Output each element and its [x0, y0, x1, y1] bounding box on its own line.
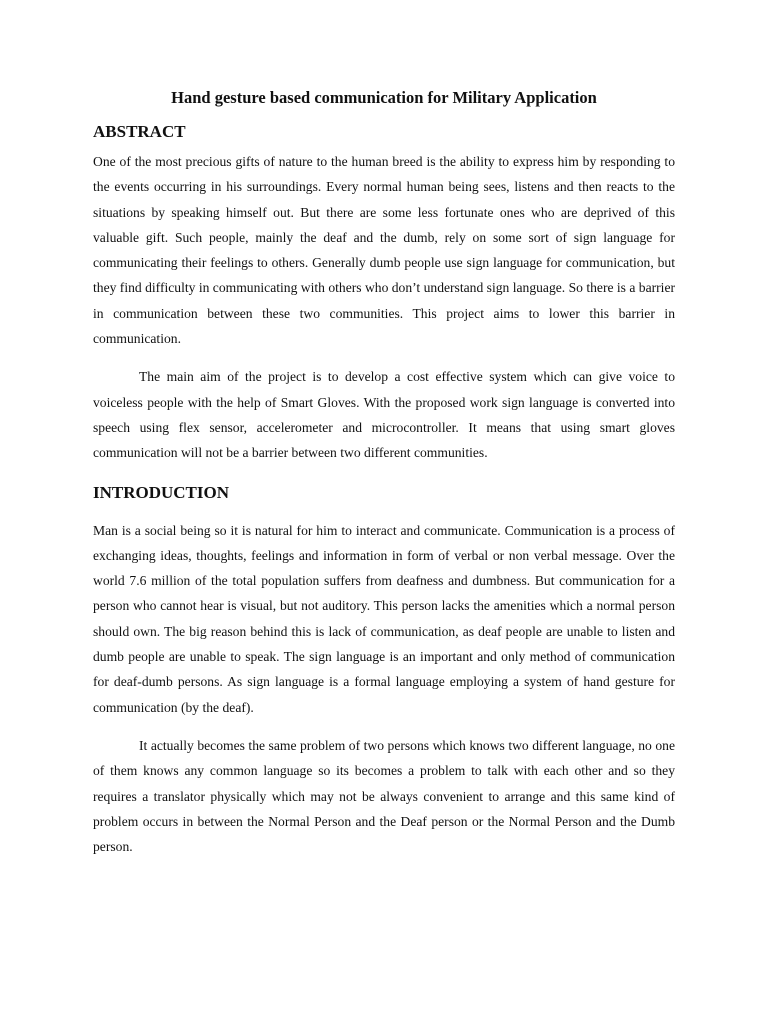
abstract-paragraph: One of the most precious gifts of nature to the human breed is the ability to express him by responding to the events occurring in his surroundings. Every normal human being sees, listens and then reacts to the situations by speaking himself out. But there are some less fortunate ones who are deprived of this valuable gift. Such people, mainly the deaf and the dumb, rely on some sort of sign language for communicating their feelings to others. Generally dumb people use sign language for communication, but they find difficulty in communicating with others who don’t understand sign language. So there is a barrier in communication between these two communities. This project aims to lower this barrier in communication. — [93, 154, 676, 347]
document-title: Hand gesture based communication for Military Application — [171, 88, 597, 107]
abstract-paragraph: The main aim of the project is to develop a cost effective system which can give voice to voiceless people with the help of Smart Gloves. With the proposed work sign language is converted into speech using flex sensor, accelerometer and microcontroller. It means that using smart gloves communication will not be a barrier between two different communities. — [93, 369, 675, 461]
introduction-paragraph: Man is a social being so it is natural for him to interact and communicate. Communication is a process of exchanging ideas, thoughts, feelings and information in form of verbal or non verbal message. Over the world 7.6 million of the total population suffers from deafness and dumbness. But communication for a person who cannot hear is visual, but not auditory. This person lacks the amenities which a normal person should own. The big reason behind this is lack of communication, as deaf people are unable to listen and dumb people are unable to speak. The sign language is an important and only method of communication for deaf-dumb persons. As sign language is a formal language employing a system of hand gesture for communication (by the deaf). — [93, 522, 675, 715]
document-page — [93, 86, 675, 859]
introduction-heading: INTRODUCTION — [93, 482, 230, 502]
abstract-heading: ABSTRACT — [93, 122, 186, 141]
introduction-paragraph: It actually becomes the same problem of two persons which knows two different language, no one of them knows any common language so its becomes a problem to talk with each other and so they requires a translator physically which may not be always convenient to arrange and this same kind of problem occurs in between the Normal Person and the Deaf person or the Normal Person and the Dumb person. — [93, 737, 675, 855]
